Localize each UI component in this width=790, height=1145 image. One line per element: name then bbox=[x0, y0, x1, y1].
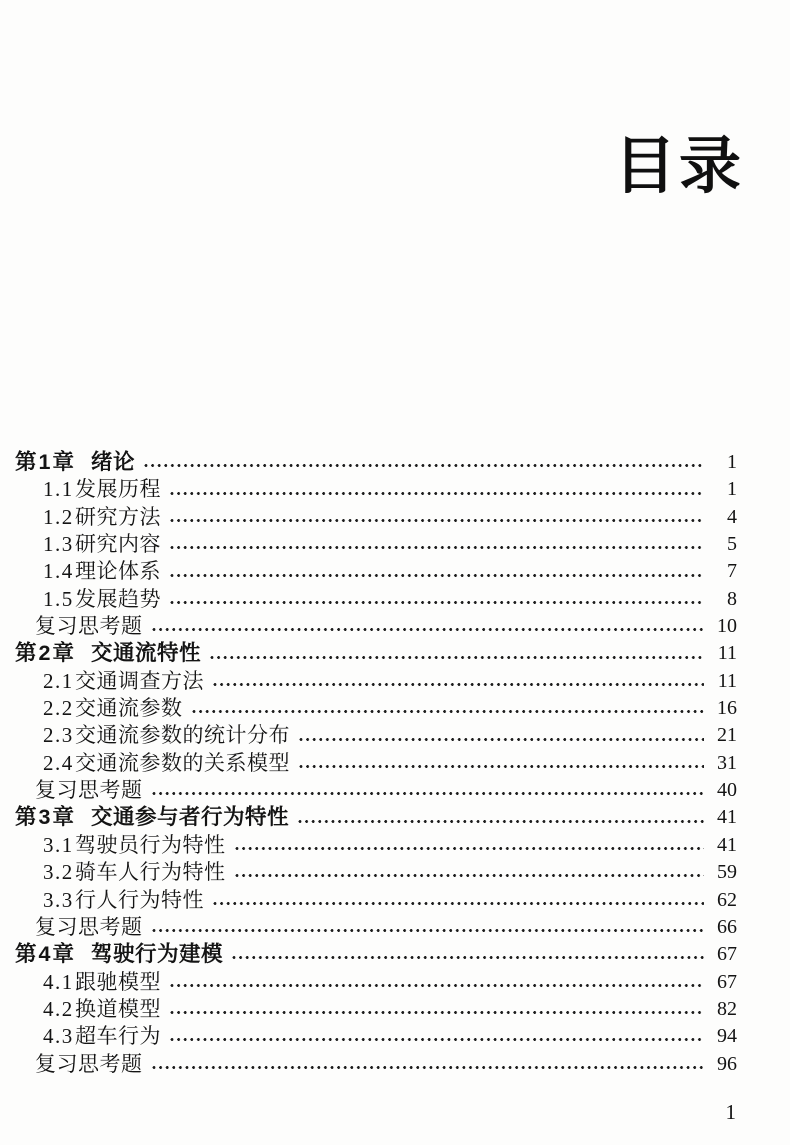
toc-entry bbox=[15, 640, 737, 667]
entry-number: 4.2 bbox=[43, 996, 74, 1021]
dot-leader bbox=[169, 1009, 704, 1016]
dot-leader bbox=[191, 708, 705, 715]
entry-page-number: 59 bbox=[717, 861, 737, 884]
dot-leader bbox=[169, 544, 704, 551]
dot-leader bbox=[151, 626, 705, 633]
dot-leader bbox=[169, 982, 704, 989]
entry-page-number: 82 bbox=[717, 997, 737, 1020]
dot-leader bbox=[143, 462, 704, 469]
toc-entry bbox=[15, 531, 737, 558]
entry-number: 3.3 bbox=[43, 887, 74, 912]
entry-label: 交通流特性 bbox=[90, 641, 201, 666]
toc-entry bbox=[15, 668, 737, 695]
entry-number: 1.3 bbox=[43, 532, 74, 557]
toc-entry bbox=[15, 969, 737, 996]
toc-entry bbox=[15, 804, 737, 831]
dot-leader bbox=[151, 790, 705, 797]
toc-entry bbox=[15, 1023, 737, 1050]
toc-entry bbox=[15, 777, 737, 804]
dot-leader bbox=[169, 517, 704, 524]
entry-label: 驾驶行为建模 bbox=[90, 942, 223, 967]
toc-entry bbox=[15, 941, 737, 968]
entry-page-number: 41 bbox=[717, 833, 737, 856]
toc-list bbox=[15, 449, 737, 1078]
entry-label: 骑车人行为特性 bbox=[75, 860, 226, 885]
entry-label: 复习思考题 bbox=[35, 914, 143, 939]
entry-page-number: 21 bbox=[717, 724, 737, 747]
entry-page-number: 7 bbox=[727, 560, 737, 583]
dot-leader bbox=[169, 599, 704, 606]
entry-page-number: 67 bbox=[717, 970, 737, 993]
entry-number: 3.1 bbox=[43, 832, 74, 857]
toc-entry bbox=[15, 1051, 737, 1078]
toc-entry bbox=[15, 695, 737, 722]
dot-leader bbox=[169, 490, 704, 497]
dot-leader bbox=[212, 681, 704, 688]
toc-entry bbox=[15, 504, 737, 531]
dot-leader bbox=[212, 900, 704, 907]
toc-entry bbox=[15, 914, 737, 941]
entry-label: 研究内容 bbox=[75, 532, 161, 557]
entry-page-number: 16 bbox=[717, 697, 737, 720]
entry-number: 1.1 bbox=[43, 477, 74, 502]
entry-page-number: 96 bbox=[717, 1052, 737, 1075]
toc-entry bbox=[15, 859, 737, 886]
toc-entry bbox=[15, 476, 737, 503]
entry-number: 2.3 bbox=[43, 723, 74, 748]
dot-leader bbox=[234, 845, 705, 852]
entry-page-number: 31 bbox=[717, 751, 737, 774]
entry-page-number: 66 bbox=[717, 915, 737, 938]
entry-number: 1.4 bbox=[43, 559, 74, 584]
toc-entry bbox=[15, 449, 737, 476]
entry-number: 第4章 bbox=[15, 942, 76, 967]
toc-entry bbox=[15, 887, 737, 914]
entry-label: 换道模型 bbox=[75, 996, 161, 1021]
entry-page-number: 94 bbox=[717, 1025, 737, 1048]
toc-entry bbox=[15, 586, 737, 613]
entry-label: 复习思考题 bbox=[35, 778, 143, 803]
entry-label: 绪论 bbox=[90, 450, 135, 474]
dot-leader bbox=[298, 736, 704, 743]
entry-label: 交通流参数的统计分布 bbox=[75, 723, 290, 748]
entry-number: 2.2 bbox=[43, 696, 74, 721]
entry-label: 理论体系 bbox=[75, 559, 161, 584]
entry-label: 交通参与者行为特性 bbox=[90, 805, 289, 830]
entry-label: 交通调查方法 bbox=[75, 668, 204, 693]
entry-number: 2.1 bbox=[43, 668, 74, 693]
entry-label: 行人行为特性 bbox=[75, 887, 204, 912]
entry-label: 复习思考题 bbox=[35, 614, 143, 639]
entry-label: 研究方法 bbox=[75, 504, 161, 529]
entry-number: 4.1 bbox=[43, 969, 74, 994]
entry-label: 超车行为 bbox=[75, 1024, 161, 1049]
dot-leader bbox=[169, 572, 704, 579]
entry-number: 3.2 bbox=[43, 860, 74, 885]
dot-leader bbox=[231, 954, 704, 961]
entry-label: 发展历程 bbox=[75, 477, 161, 502]
entry-number: 2.4 bbox=[43, 750, 74, 775]
entry-page-number: 5 bbox=[727, 533, 737, 556]
dot-leader bbox=[151, 1064, 705, 1071]
entry-label: 发展趋势 bbox=[75, 586, 161, 611]
entry-page-number: 67 bbox=[717, 943, 737, 966]
entry-label: 交通流参数 bbox=[75, 696, 183, 721]
entry-page-number: 62 bbox=[717, 888, 737, 911]
dot-leader bbox=[169, 1036, 704, 1043]
entry-page-number: 8 bbox=[727, 587, 737, 610]
entry-page-number: 41 bbox=[717, 806, 737, 829]
entry-page-number: 1 bbox=[727, 451, 737, 473]
dot-leader bbox=[297, 818, 704, 825]
toc-entry bbox=[15, 832, 737, 859]
entry-label: 驾驶员行为特性 bbox=[75, 832, 226, 857]
toc-entry bbox=[15, 558, 737, 585]
entry-page-number: 10 bbox=[717, 615, 737, 638]
toc-entry bbox=[15, 613, 737, 640]
toc-entry bbox=[15, 750, 737, 777]
dot-leader bbox=[209, 654, 704, 661]
dot-leader bbox=[298, 763, 704, 770]
entry-label: 跟驰模型 bbox=[75, 969, 161, 994]
entry-page-number: 4 bbox=[727, 505, 737, 528]
entry-number: 第1章 bbox=[15, 450, 76, 474]
toc-entry bbox=[15, 722, 737, 749]
dot-leader bbox=[151, 927, 705, 934]
entry-number: 1.5 bbox=[43, 586, 74, 611]
entry-label: 交通流参数的关系模型 bbox=[75, 750, 290, 775]
entry-page-number: 40 bbox=[717, 779, 737, 802]
page-title: 目录 bbox=[614, 133, 745, 201]
entry-number: 4.3 bbox=[43, 1024, 74, 1049]
entry-number: 1.2 bbox=[43, 504, 74, 529]
entry-label: 复习思考题 bbox=[35, 1051, 143, 1076]
entry-page-number: 11 bbox=[717, 669, 737, 692]
toc-entry bbox=[15, 996, 737, 1023]
dot-leader bbox=[234, 872, 705, 879]
entry-page-number: 11 bbox=[717, 642, 737, 665]
entry-page-number: 1 bbox=[727, 478, 737, 501]
entry-number: 第2章 bbox=[15, 641, 76, 666]
footer-page-number: 1 bbox=[725, 1100, 736, 1124]
entry-number: 第3章 bbox=[15, 805, 76, 830]
